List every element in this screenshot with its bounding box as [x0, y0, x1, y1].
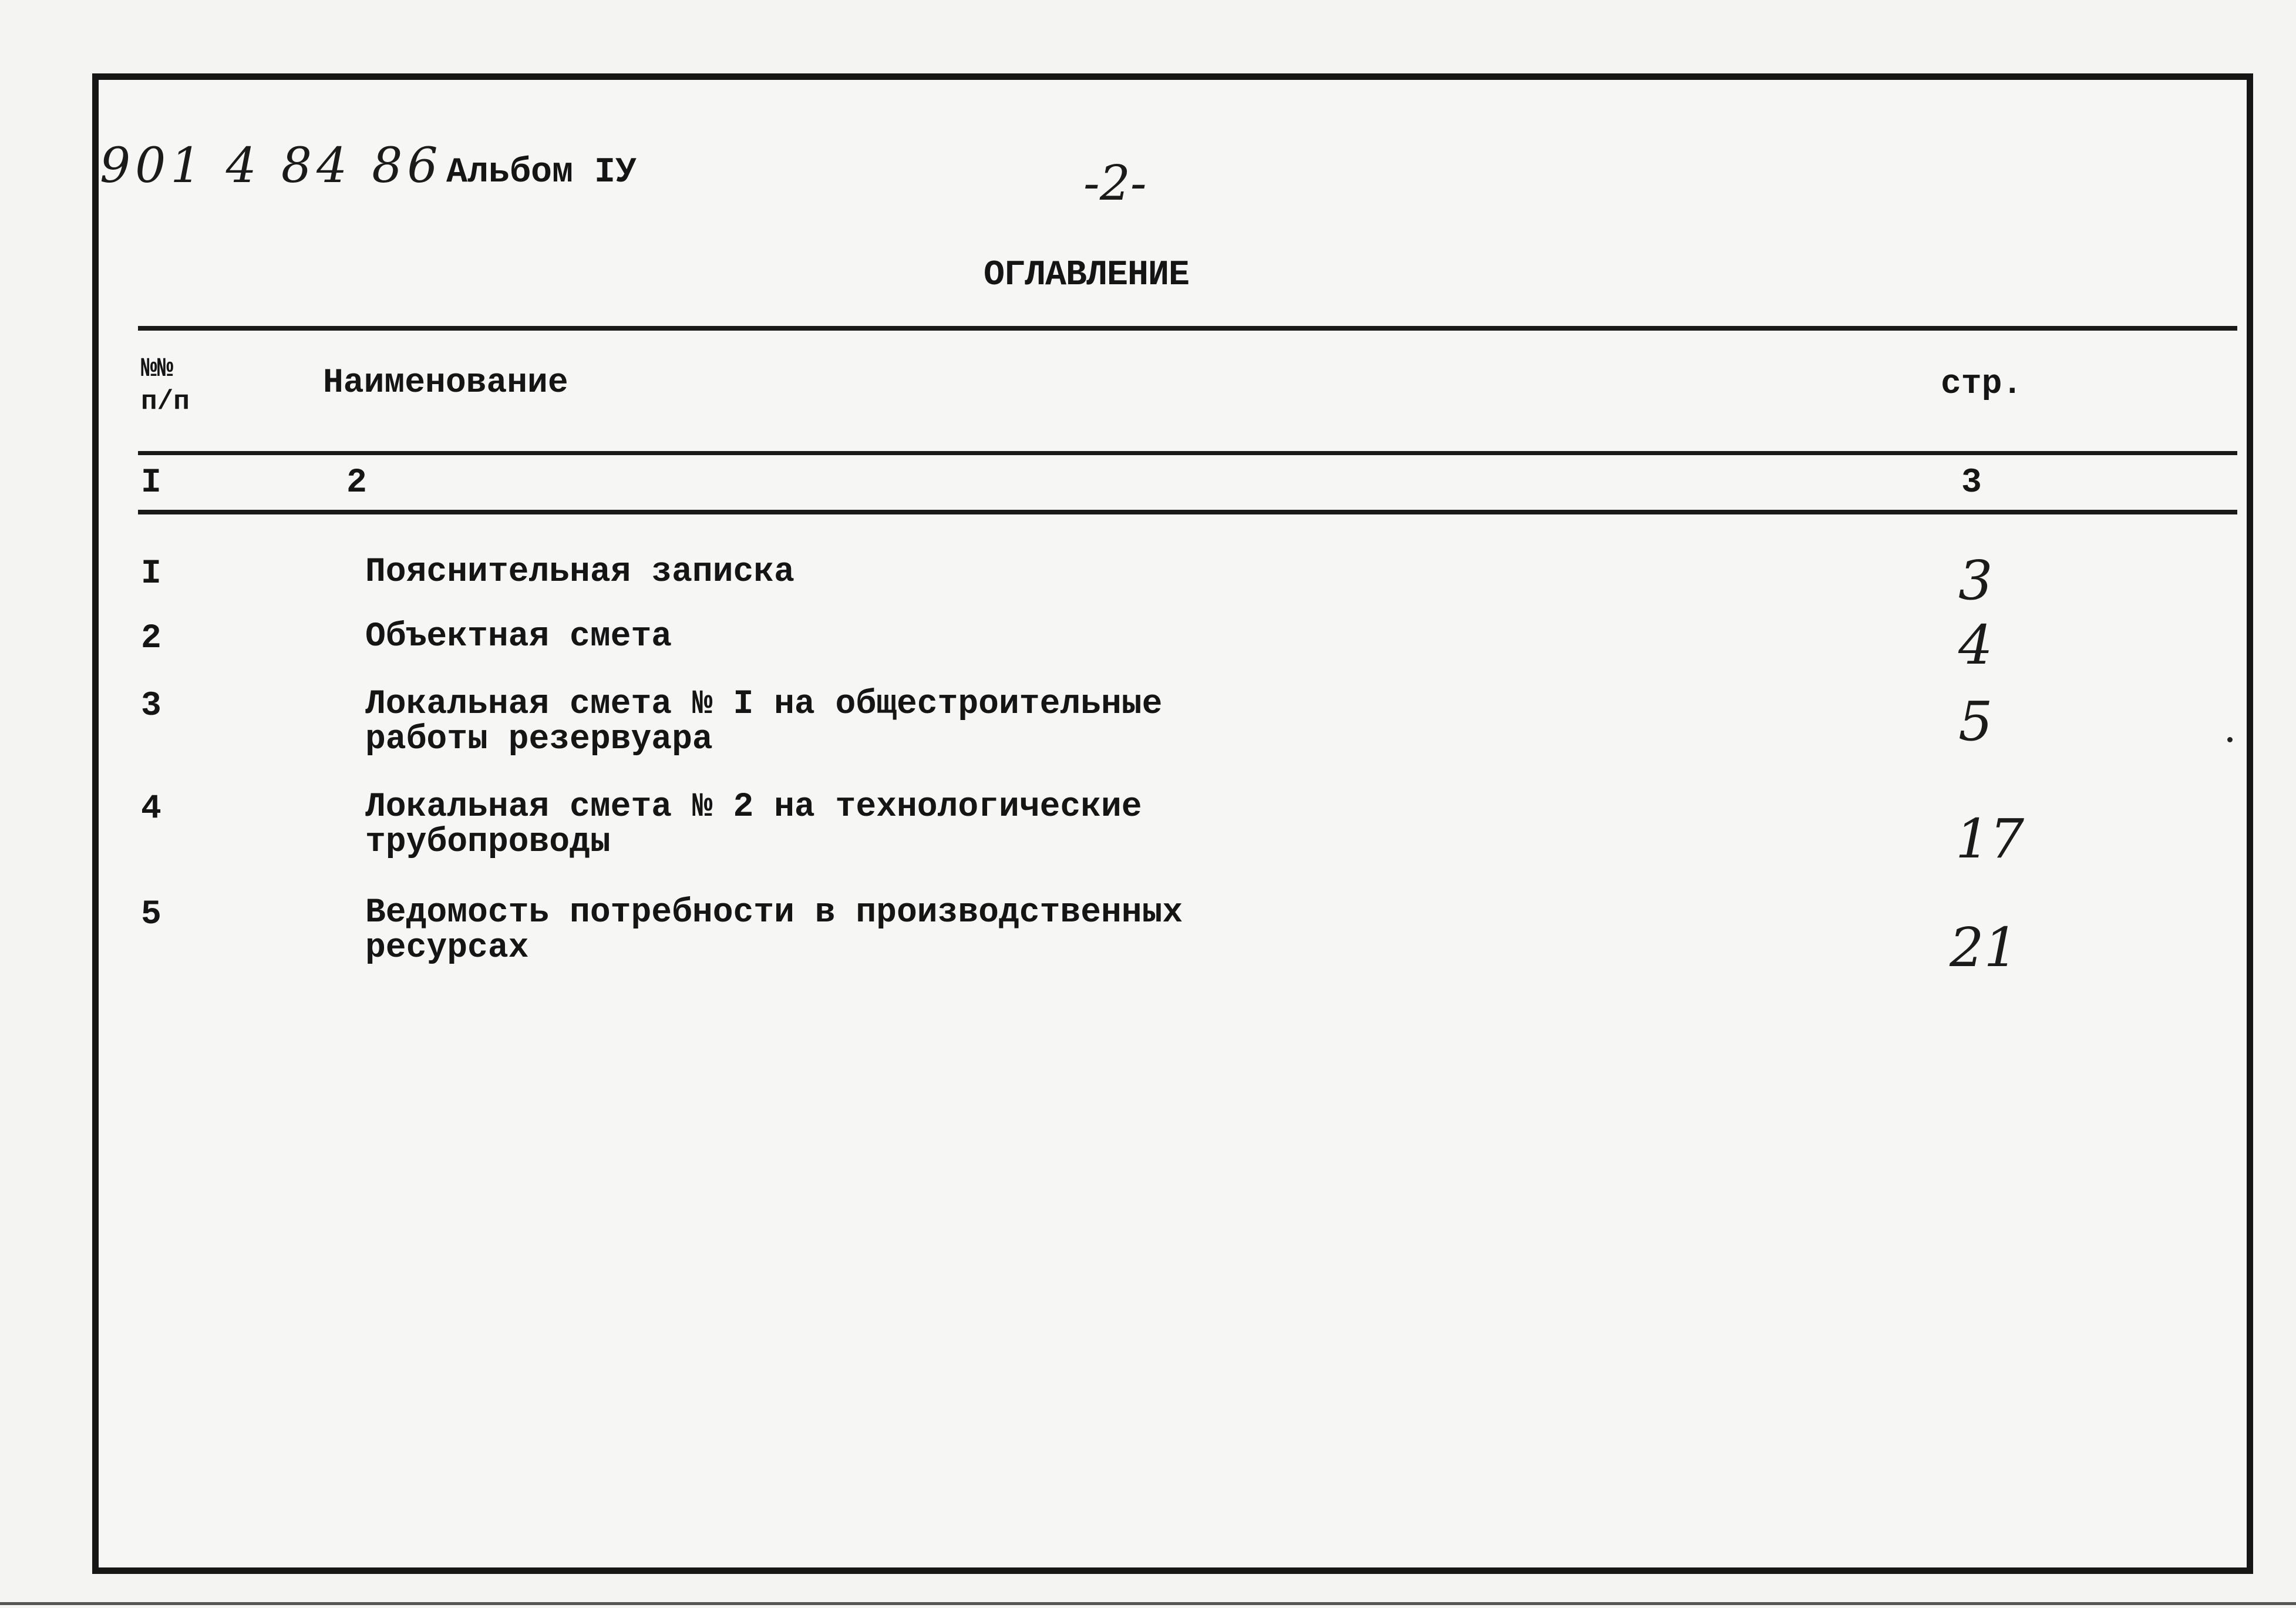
row-page-handwritten: 5 [1958, 690, 1993, 753]
row-title: Пояснительная записка [365, 553, 794, 591]
header-bottom-rule [138, 451, 2237, 455]
column-number-2: 2 [346, 464, 367, 502]
row-number: 5 [141, 896, 161, 934]
handwritten-doc-code: 901 4 84 86 [100, 138, 443, 194]
table-top-rule [138, 326, 2237, 331]
album-label: Альбом IУ [446, 153, 637, 193]
column-header-page: стр. [1941, 365, 2023, 403]
bottom-edge-rule [0, 1602, 2296, 1605]
handwritten-page-number: -2- [1083, 156, 1147, 211]
column-number-3: 3 [1961, 464, 1982, 502]
row-number: I [141, 555, 161, 593]
column-header-name: Наименование [323, 364, 568, 402]
row-title: Ведомость потребности в производственных ресурсах [365, 894, 1183, 967]
row-page-handwritten: 4 [1958, 614, 1993, 677]
row-number: 4 [141, 790, 161, 828]
table-of-contents-title: ОГЛАВЛЕНИЕ [984, 255, 1190, 295]
column-number-1: I [141, 464, 161, 502]
column-numbers-rule [138, 510, 2237, 514]
row-title: Локальная смета № I на общестроительные работы резервуара [365, 685, 1163, 759]
row-page-handwritten: 17 [1955, 808, 2025, 870]
row-page-handwritten: 21 [1950, 916, 2019, 979]
row-number: 2 [141, 620, 161, 658]
scan-speck [2227, 737, 2233, 742]
row-title: Объектная смета [365, 618, 672, 656]
row-page-handwritten: 3 [1958, 549, 1993, 612]
row-number: 3 [141, 687, 161, 725]
column-header-number: №№ п/п [141, 354, 190, 417]
row-title: Локальная смета № 2 на технологические трубопроводы [365, 788, 1142, 862]
